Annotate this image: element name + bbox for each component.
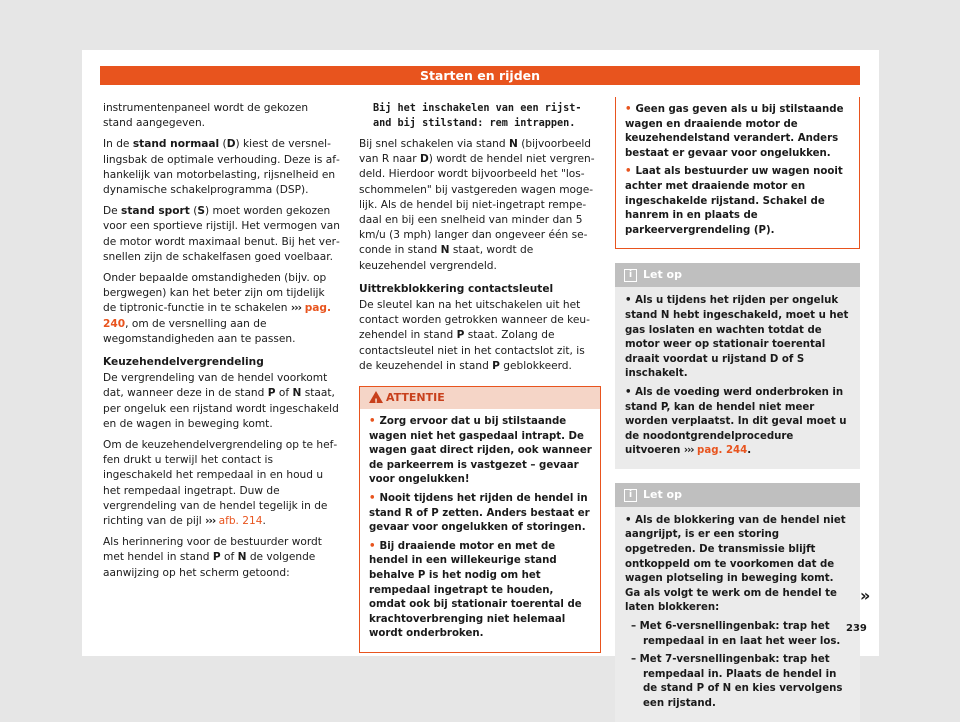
list-item: • Geen gas geven als u bij stilstaande wagen en draaiende motor de keuzehendelstand verandert. Anders bestaat er gevaar voor ongelukken. xyxy=(625,104,844,159)
page-number: 239 xyxy=(846,623,867,634)
list-item: – Met 7-versnellingenbak: trap het rempedaal in. Plaats de hendel in de stand P of N en kies vervolgens een rijstand. xyxy=(631,654,843,709)
list-item: • Als u tijdens het rijden per ongeluk stand N hebt ingeschakeld, moet u het gas loslaten en wachten totdat de motor weer op stationair toerental draait voordat u rijstand D of S inschakelt. xyxy=(625,295,849,380)
list-item: • Bij draaiende motor en met de hendel in een willekeurige stand behalve P is het nodig om het rempedaal ingetrapt te houden, omdat ook bij stationair toerental de krachtoverbrenging niet helemaal wordt onderbroken. xyxy=(369,540,582,640)
paragraph: instrumentenpaneel wordt de gekozen stand aangegeven. xyxy=(103,102,309,130)
warning-icon xyxy=(369,391,383,403)
warning-box xyxy=(359,386,601,653)
continue-arrow: » xyxy=(860,586,871,605)
note-header: i Let op xyxy=(615,483,860,507)
note-box xyxy=(615,263,860,469)
warning-box-continued xyxy=(615,97,860,249)
figure-link[interactable]: afb. 214 xyxy=(215,515,263,528)
column-2 xyxy=(359,101,601,653)
list-item: • Nooit tijdens het rijden de hendel in stand R of P zetten. Anders bestaat er gevaar voor ongelukken of storingen. xyxy=(369,493,590,534)
chapter-header: Starten en rijden xyxy=(100,66,860,85)
warning-body xyxy=(360,409,600,652)
paragraph: Onder bepaalde omstandigheden (bijv. op bergwegen) kan het beter zijn om tijdelijk de tiptronic-functie in te schakelen ››› pag. 240, om de versnelling aan de wegomstandigheden aan te passen. xyxy=(103,272,332,345)
list-item: • Als de blokkering van de hendel niet aangrijpt, is er een storing opgetreden. De transmissie blijft ontkoppeld om te voorkomen dat de wagen plotseling in beweging komt. Ga als volgt te werk om de hendel te laten blokkeren: xyxy=(625,514,846,614)
page-link[interactable]: pag. 244 xyxy=(693,445,748,457)
section-heading: Keuzehendelvergrendeling xyxy=(103,356,264,369)
note-box xyxy=(615,483,860,722)
info-icon: i xyxy=(624,489,637,502)
column-1 xyxy=(103,101,341,587)
paragraph: De vergrendeling van de hendel voorkomt dat, wanneer deze in de stand P of N staat, per ongeluk een rijstand wordt ingeschakeld en de wagen in beweging komt. xyxy=(103,372,339,430)
paragraph: Als herinnering voor de bestuurder wordt met hendel in stand P of N de volgende aanwijzing op het scherm getoond: xyxy=(103,536,322,579)
note-body xyxy=(615,287,860,469)
warning-header: ! ATTENTIE xyxy=(360,387,600,409)
paragraph: De sleutel kan na het uitschakelen uit het contact worden getrokken wanneer de keuzehendel in stand P staat. Zolang de contactsleutel niet in het contactslot zit, is de keuzehendel in stand P geblokkeerd. xyxy=(359,299,590,372)
page-link[interactable]: pag. 240 xyxy=(103,302,332,330)
list-item: – Met 6-versnellingenbak: trap het rempedaal in en laat het weer los. xyxy=(631,621,841,647)
warning-body xyxy=(616,97,859,248)
list-item: • Zorg ervoor dat u bij stilstaande wagen niet het gaspedaal intrapt. De wagen gaat direct rijden, ook wanneer de parkeerrem is vastgezet – gevaar voor ongelukken! xyxy=(369,416,592,486)
list-item: • Als de voeding werd onderbroken in stand P, kan de hendel niet meer worden verplaatst. In dit geval moet u de noodontgrendelprocedure uitvoeren ››› pag. 244. xyxy=(625,386,847,457)
note-body xyxy=(615,507,860,722)
paragraph: Bij snel schakelen via stand N (bijvoorbeeld van R naar D) wordt de hendel niet vergrendeld. Hierdoor wordt bijvoorbeeld het "losschommelen" bij vastgereden wagen mogelijk. Als de hendel bij niet-ingetrapt rempedaal en bij een snelheid van minder dan 5 km/u (3 mph) langer dan ongeveer één seconde in stand N staat, wordt de keuzehendel vergrendeld. xyxy=(359,138,595,272)
list-item: • Laat als bestuurder uw wagen nooit achter met draaiende motor en ingeschakelde rijstand. Schakel de hanrem in en plaats de parkeervergrendeling (P). xyxy=(625,166,843,236)
paragraph: In de stand normaal (D) kiest de versnellingsbak de optimale verhouding. Deze is afhankelijk van motorbelasting, rijsnelheid en dynamische schakelprogramma (DSP). xyxy=(103,138,340,197)
paragraph: Om de keuzehendelvergrendeling op te heffen drukt u terwijl het contact is ingeschakeld het rempedaal in en houd u het rempedaal ingetrapt. Duw de vergrendeling van de hendel tegelijk in de richting van de pijl ››› afb. 214. xyxy=(103,439,338,528)
note-header: i Let op xyxy=(615,263,860,287)
paragraph: De stand sport (S) moet worden gekozen voor een sportieve rijstijl. Het vermogen van de motor wordt maximaal benut. Bij het versnellen zijn de schakelfasen goed voelbaar. xyxy=(103,205,340,263)
display-message: Bij het inschakelen van een rijst- and bij stilstand: rem intrappen. xyxy=(373,103,582,129)
section-heading: Uittrekblokkering contactsleutel xyxy=(359,282,554,295)
info-icon: i xyxy=(624,269,637,282)
column-3 xyxy=(615,97,860,722)
